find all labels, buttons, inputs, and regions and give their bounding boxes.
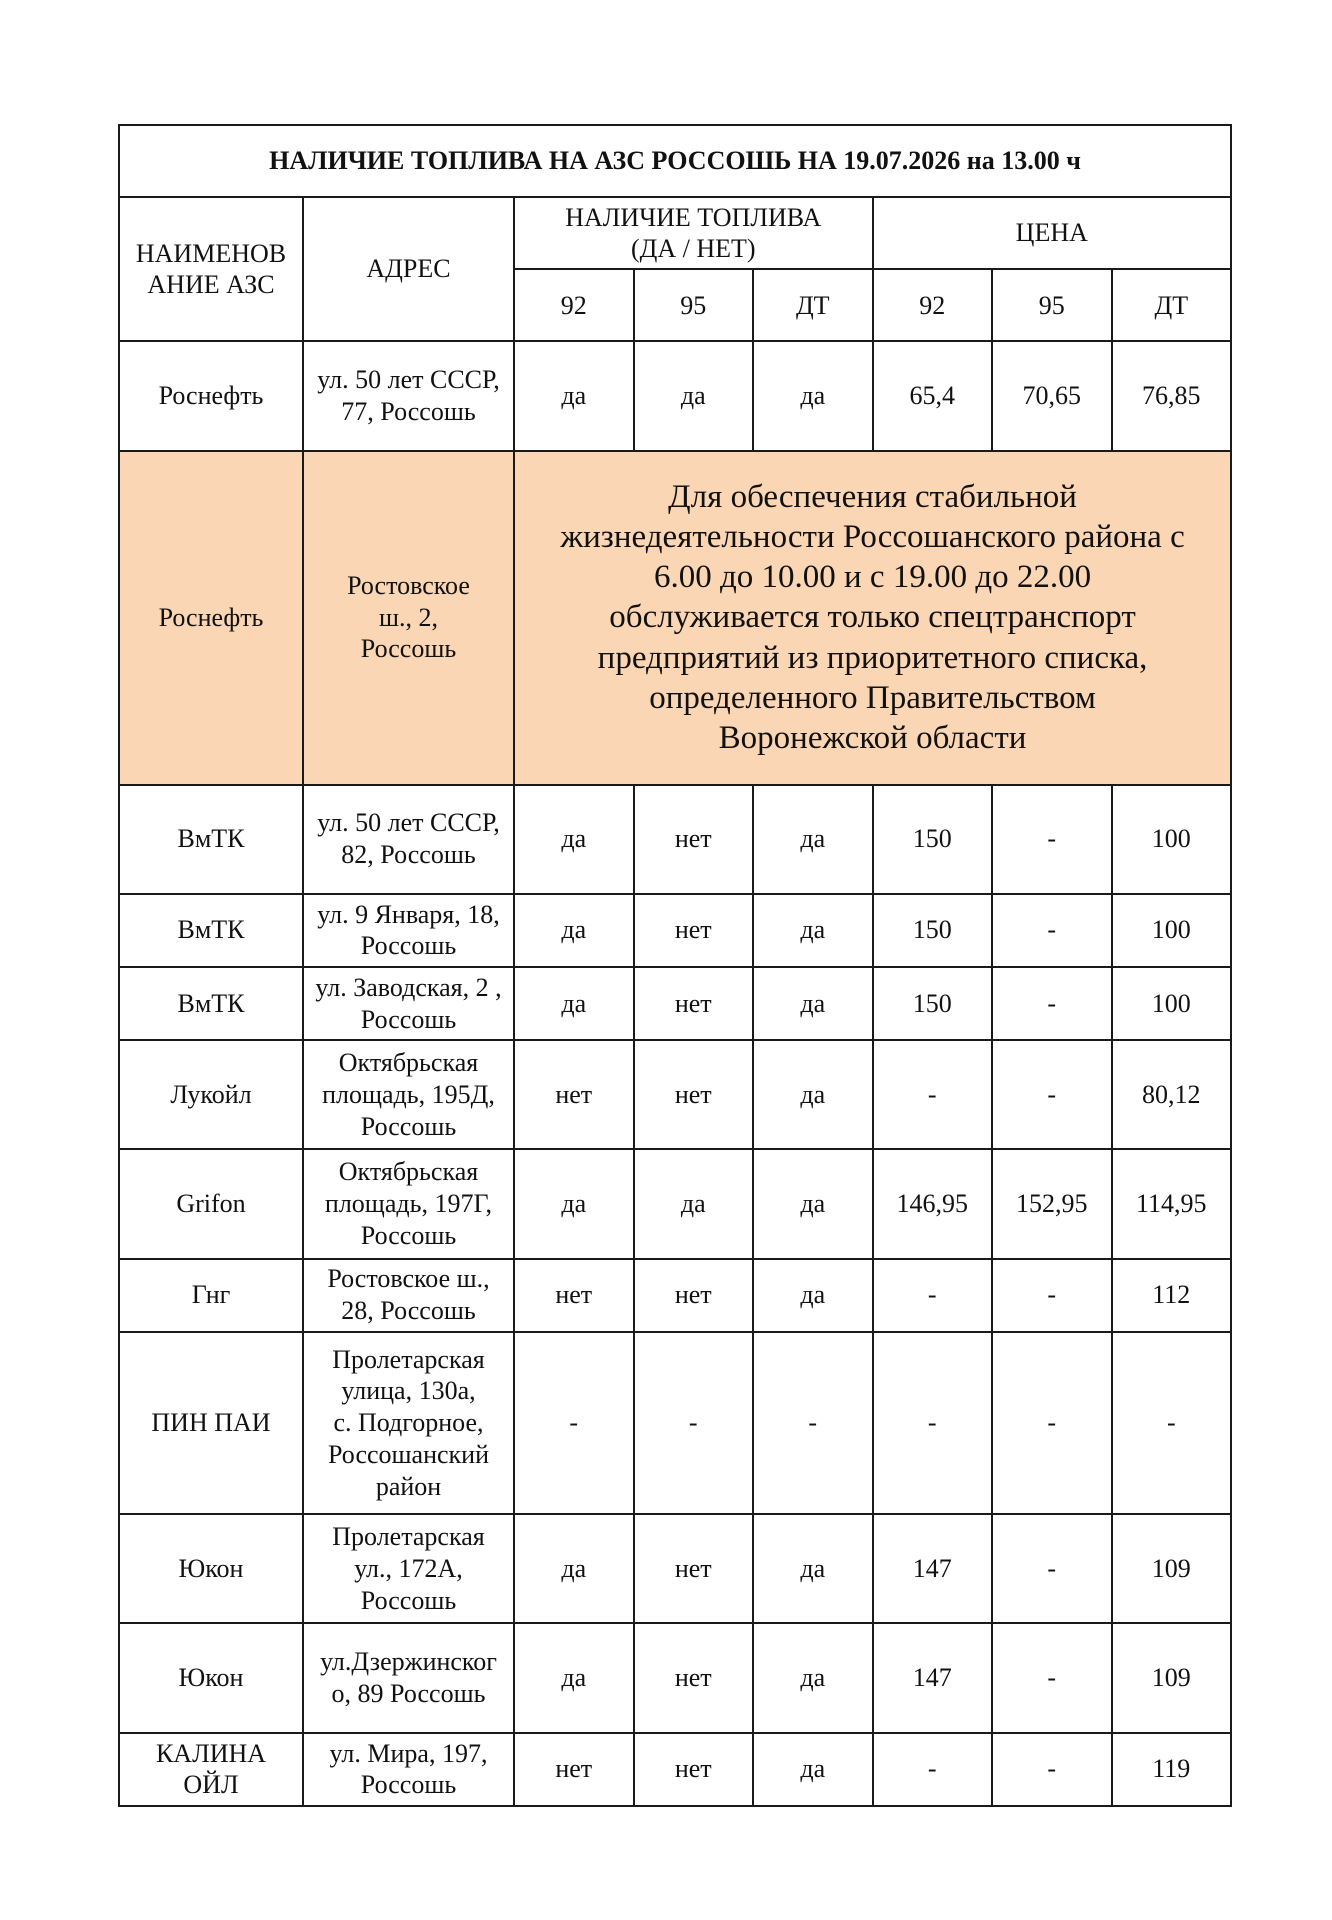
address-line: Октябрьская xyxy=(338,1157,479,1187)
table-body xyxy=(119,125,1231,1806)
station-name-cell: Юкон xyxy=(119,1623,303,1732)
address-line: о, 89 Россошь xyxy=(331,1679,486,1709)
price-95-cell: 70,65 xyxy=(992,341,1112,450)
price-95-cell: - xyxy=(992,1259,1112,1332)
table-row xyxy=(119,894,1231,967)
avail-95-cell: нет xyxy=(634,1040,754,1149)
avail-95-cell: да xyxy=(634,341,754,450)
table-row xyxy=(119,1149,1231,1258)
price-95-cell: - xyxy=(992,1332,1112,1514)
station-name-cell: Юкон xyxy=(119,1514,303,1623)
station-name-cell: Лукойл xyxy=(119,1040,303,1149)
avail-dt-cell: да xyxy=(753,1040,873,1149)
table-row xyxy=(119,967,1231,1040)
avail-dt-cell: да xyxy=(753,785,873,894)
address-line: Пролетарская xyxy=(332,1344,485,1374)
station-address-cell xyxy=(303,1332,514,1514)
price-95-cell: - xyxy=(992,967,1112,1040)
station-name-cell: Роснефть xyxy=(119,451,303,785)
address-line: площадь, 195Д, xyxy=(322,1079,495,1109)
station-address-cell xyxy=(303,1733,514,1806)
avail-92-cell: нет xyxy=(514,1259,634,1332)
avail-dt-cell: да xyxy=(753,894,873,967)
station-address-cell xyxy=(303,1514,514,1623)
address-line: Пролетарская xyxy=(332,1522,485,1552)
station-name-cell: ВмТК xyxy=(119,967,303,1040)
price-92-cell: - xyxy=(873,1332,993,1514)
avail-dt-cell: да xyxy=(753,1259,873,1332)
header-name-line: АНИЕ АЗС xyxy=(147,270,275,300)
avail-92-cell: нет xyxy=(514,1733,634,1806)
station-address-cell xyxy=(303,785,514,894)
header-sub-95: 95 xyxy=(634,269,754,341)
avail-95-cell: нет xyxy=(634,1259,754,1332)
header-availability-line: (ДА / НЕТ) xyxy=(630,234,756,264)
price-dt-cell: 76,85 xyxy=(1112,341,1232,450)
station-address-cell xyxy=(303,1149,514,1258)
price-92-cell: - xyxy=(873,1040,993,1149)
address-line: Россошь xyxy=(360,1585,457,1615)
price-95-cell: - xyxy=(992,1733,1112,1806)
station-address-cell xyxy=(303,894,514,967)
header-station-name xyxy=(119,197,303,341)
table-row xyxy=(119,1514,1231,1623)
station-name-cell: ВмТК xyxy=(119,894,303,967)
notice-line: определенного Правительством xyxy=(649,679,1096,716)
avail-92-cell: да xyxy=(514,341,634,450)
avail-92-cell: да xyxy=(514,967,634,1040)
header-sub-price-92: 92 xyxy=(873,269,993,341)
header-address: АДРЕС xyxy=(303,197,514,341)
address-line: площадь, 197Г, xyxy=(324,1189,493,1219)
avail-dt-cell: да xyxy=(753,967,873,1040)
address-line: с. Подгорное, xyxy=(333,1408,484,1438)
address-line: Россошь xyxy=(360,1004,457,1034)
address-line: 82, Россошь xyxy=(341,840,476,870)
price-95-cell: 152,95 xyxy=(992,1149,1112,1258)
avail-dt-cell: да xyxy=(753,1733,873,1806)
address-line: 28, Россошь xyxy=(341,1296,476,1326)
header-sub-dt: ДТ xyxy=(753,269,873,341)
station-address-cell xyxy=(303,1259,514,1332)
price-92-cell: 147 xyxy=(873,1623,993,1732)
table-row xyxy=(119,1040,1231,1149)
address-line: Октябрьская xyxy=(338,1048,479,1078)
table-row xyxy=(119,341,1231,450)
address-line: ул. 50 лет СССР, xyxy=(317,365,500,395)
avail-dt-cell: да xyxy=(753,1149,873,1258)
price-92-cell: 146,95 xyxy=(873,1149,993,1258)
address-line: улица, 130а, xyxy=(341,1376,476,1406)
address-line: ул. 9 Января, 18, xyxy=(317,899,500,929)
avail-92-cell: да xyxy=(514,894,634,967)
price-dt-cell: 100 xyxy=(1112,785,1232,894)
avail-95-cell: нет xyxy=(634,1733,754,1806)
avail-dt-cell: да xyxy=(753,341,873,450)
table-row xyxy=(119,1332,1231,1514)
address-line: ул., 172А, xyxy=(354,1553,463,1583)
avail-95-cell: нет xyxy=(634,1623,754,1732)
price-92-cell: 65,4 xyxy=(873,341,993,450)
table-row xyxy=(119,1259,1231,1332)
avail-92-cell: да xyxy=(514,1623,634,1732)
avail-92-cell: да xyxy=(514,1149,634,1258)
address-line: Россошь xyxy=(360,634,457,664)
station-name-line: КАЛИНА xyxy=(155,1738,267,1768)
address-line: Россошь xyxy=(360,931,457,961)
address-line: 77, Россошь xyxy=(341,397,476,427)
price-92-cell: 147 xyxy=(873,1514,993,1623)
avail-95-cell: нет xyxy=(634,967,754,1040)
price-95-cell: - xyxy=(992,1623,1112,1732)
address-line: ул.Дзержинског xyxy=(320,1647,497,1677)
avail-95-cell: да xyxy=(634,1149,754,1258)
address-line: Россошь xyxy=(360,1770,457,1800)
address-line: ул. Мира, 197, xyxy=(329,1738,488,1768)
table-row xyxy=(119,1623,1231,1732)
avail-dt-cell: да xyxy=(753,1514,873,1623)
station-address-cell xyxy=(303,967,514,1040)
station-address-cell xyxy=(303,341,514,450)
notice-line: 6.00 до 10.00 и с 19.00 до 22.00 xyxy=(653,559,1092,596)
address-line: Россошь xyxy=(360,1220,457,1250)
station-name-cell: Grifon xyxy=(119,1149,303,1258)
table-row xyxy=(119,451,1231,785)
price-dt-cell: 119 xyxy=(1112,1733,1232,1806)
price-dt-cell: 100 xyxy=(1112,894,1232,967)
station-name-cell: ВмТК xyxy=(119,785,303,894)
price-92-cell: 150 xyxy=(873,967,993,1040)
price-92-cell: - xyxy=(873,1259,993,1332)
table-row xyxy=(119,1733,1231,1806)
header-price: ЦЕНА xyxy=(873,197,1232,269)
price-95-cell: - xyxy=(992,785,1112,894)
station-address-cell xyxy=(303,1040,514,1149)
header-row-1 xyxy=(119,197,1231,269)
price-dt-cell: - xyxy=(1112,1332,1232,1514)
station-address-cell xyxy=(303,451,514,785)
station-name-line: ОЙЛ xyxy=(183,1770,239,1800)
avail-95-cell: нет xyxy=(634,894,754,967)
avail-95-cell: нет xyxy=(634,785,754,894)
address-line: Россошанский xyxy=(327,1439,489,1469)
avail-92-cell: да xyxy=(514,785,634,894)
address-line: район xyxy=(375,1471,442,1501)
price-dt-cell: 112 xyxy=(1112,1259,1232,1332)
station-name-cell xyxy=(119,1733,303,1806)
avail-dt-cell: да xyxy=(753,1623,873,1732)
price-95-cell: - xyxy=(992,894,1112,967)
notice-line: Воронежской области xyxy=(718,720,1027,757)
avail-95-cell: нет xyxy=(634,1514,754,1623)
address-line: ул. Заводская, 2 , xyxy=(315,972,502,1002)
avail-92-cell: нет xyxy=(514,1040,634,1149)
header-name-line: НАИМЕНОВ xyxy=(135,238,287,268)
header-availability xyxy=(514,197,873,269)
notice-line: Для обеспечения стабильной xyxy=(668,478,1077,515)
station-name-cell: ПИН ПАИ xyxy=(119,1332,303,1514)
station-name-cell: Гнг xyxy=(119,1259,303,1332)
header-sub-price-95: 95 xyxy=(992,269,1112,341)
price-dt-cell: 109 xyxy=(1112,1514,1232,1623)
address-line: Ростовское ш., xyxy=(327,1264,490,1294)
price-95-cell: - xyxy=(992,1040,1112,1149)
service-restriction-notice xyxy=(514,451,1231,785)
price-dt-cell: 109 xyxy=(1112,1623,1232,1732)
price-dt-cell: 114,95 xyxy=(1112,1149,1232,1258)
address-line: Россошь xyxy=(360,1111,457,1141)
title-row xyxy=(119,125,1231,197)
table-row xyxy=(119,785,1231,894)
price-92-cell: 150 xyxy=(873,894,993,967)
station-name-cell: Роснефть xyxy=(119,341,303,450)
notice-line: обслуживается только спецтранспорт xyxy=(609,599,1136,636)
price-92-cell: 150 xyxy=(873,785,993,894)
address-line: ш., 2, xyxy=(378,602,439,632)
price-92-cell: - xyxy=(873,1733,993,1806)
avail-92-cell: да xyxy=(514,1514,634,1623)
avail-dt-cell: - xyxy=(753,1332,873,1514)
fuel-availability-table xyxy=(118,124,1232,1807)
notice-line: жизнедеятельности Россошанского района с xyxy=(560,518,1185,555)
address-line: ул. 50 лет СССР, xyxy=(317,808,500,838)
header-sub-92: 92 xyxy=(514,269,634,341)
price-dt-cell: 80,12 xyxy=(1112,1040,1232,1149)
avail-95-cell: - xyxy=(634,1332,754,1514)
avail-92-cell: - xyxy=(514,1332,634,1514)
price-dt-cell: 100 xyxy=(1112,967,1232,1040)
table-title: НАЛИЧИЕ ТОПЛИВА НА АЗС РОССОШЬ НА 19.07.2026 на 13.00 ч xyxy=(119,125,1231,197)
header-sub-price-dt: ДТ xyxy=(1112,269,1232,341)
notice-line: предприятий из приоритетного списка, xyxy=(597,639,1148,676)
price-95-cell: - xyxy=(992,1514,1112,1623)
station-address-cell xyxy=(303,1623,514,1732)
address-line: Ростовское xyxy=(347,571,470,601)
header-availability-line: НАЛИЧИЕ ТОПЛИВА xyxy=(565,202,822,232)
